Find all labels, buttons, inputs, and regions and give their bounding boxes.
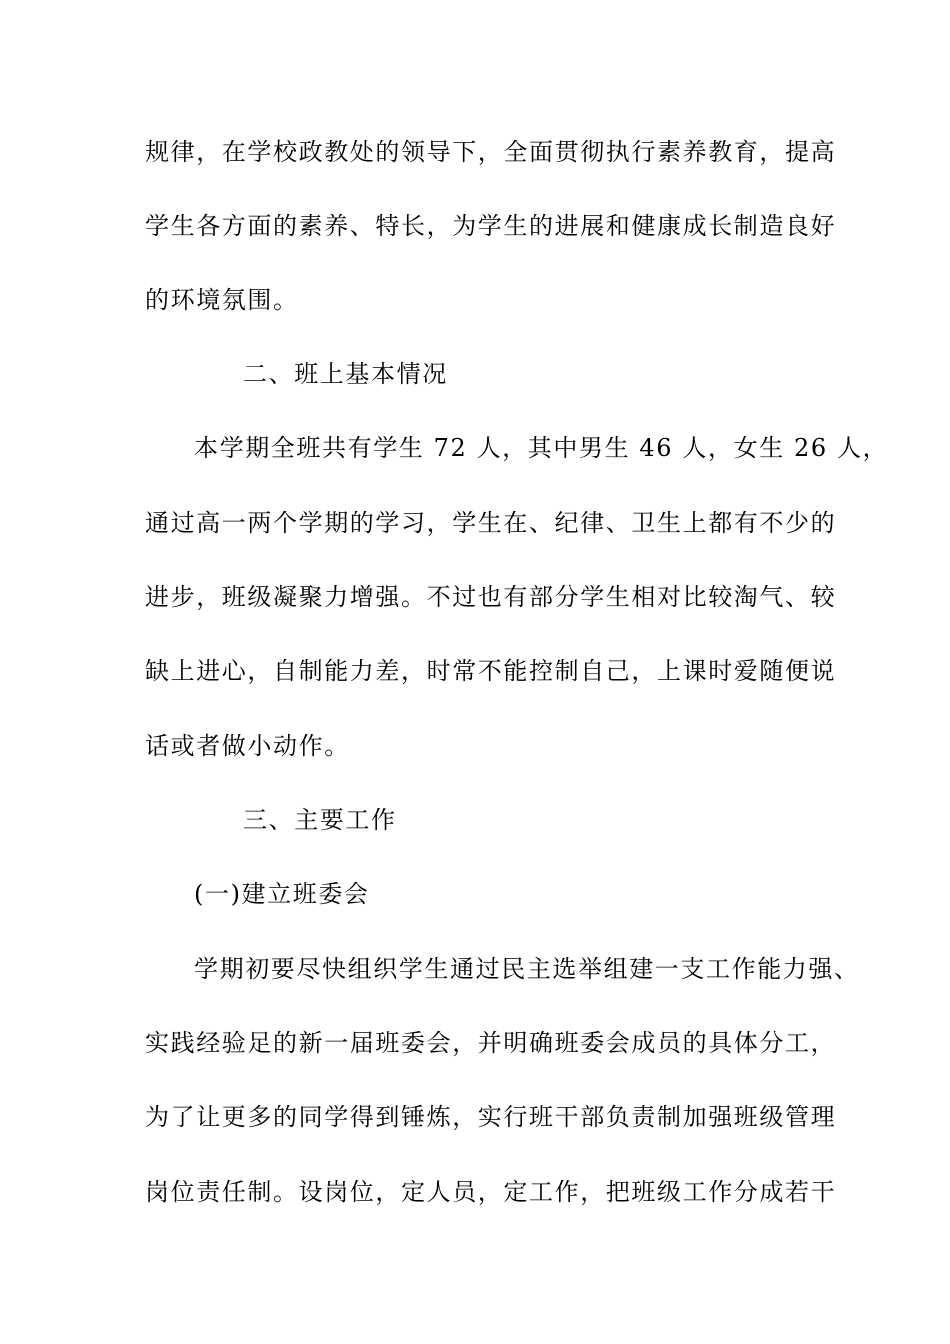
paragraph-line: 通过高一两个学期的学习，学生在、纪律、卫生上都有不少的 — [145, 509, 837, 537]
paragraph-line: 岗位责任制。设岗位，定人员，定工作，把班级工作分成若干 — [145, 1178, 837, 1206]
paragraph-line: 进步，班级凝聚力增强。不过也有部分学生相对比较淘气、较 — [145, 583, 837, 611]
paragraph-line: 为了让更多的同学得到锤炼，实行班干部负责制加强班级管理 — [145, 1103, 837, 1131]
section-heading: 三、主要工作 — [243, 806, 397, 834]
paragraph-line: 缺上进心，自制能力差，时常不能控制自己，上课时爱随便说 — [145, 657, 837, 685]
paragraph-line: 实践经验足的新一届班委会，并明确班委会成员的具体分工， — [145, 1029, 837, 1057]
paragraph-line: 学期初要尽快组织学生通过民主选举组建一支工作能力强、 — [194, 955, 860, 983]
section-heading: 二、班上基本情况 — [243, 360, 448, 388]
paragraph-line: 话或者做小动作。 — [145, 732, 350, 760]
paragraph-line: 规律，在学校政教处的领导下，全面贯彻执行素养教育，提高 — [145, 138, 837, 166]
paragraph-line: 的环境氛围。 — [145, 286, 299, 314]
paragraph-line: 学生各方面的素养、特长，为学生的进展和健康成长制造良好 — [145, 212, 837, 240]
subsection-heading: (一)建立班委会 — [194, 880, 370, 908]
paragraph-line: 本学期全班共有学生 72 人，其中男生 46 人，女生 26 人， — [194, 434, 889, 462]
